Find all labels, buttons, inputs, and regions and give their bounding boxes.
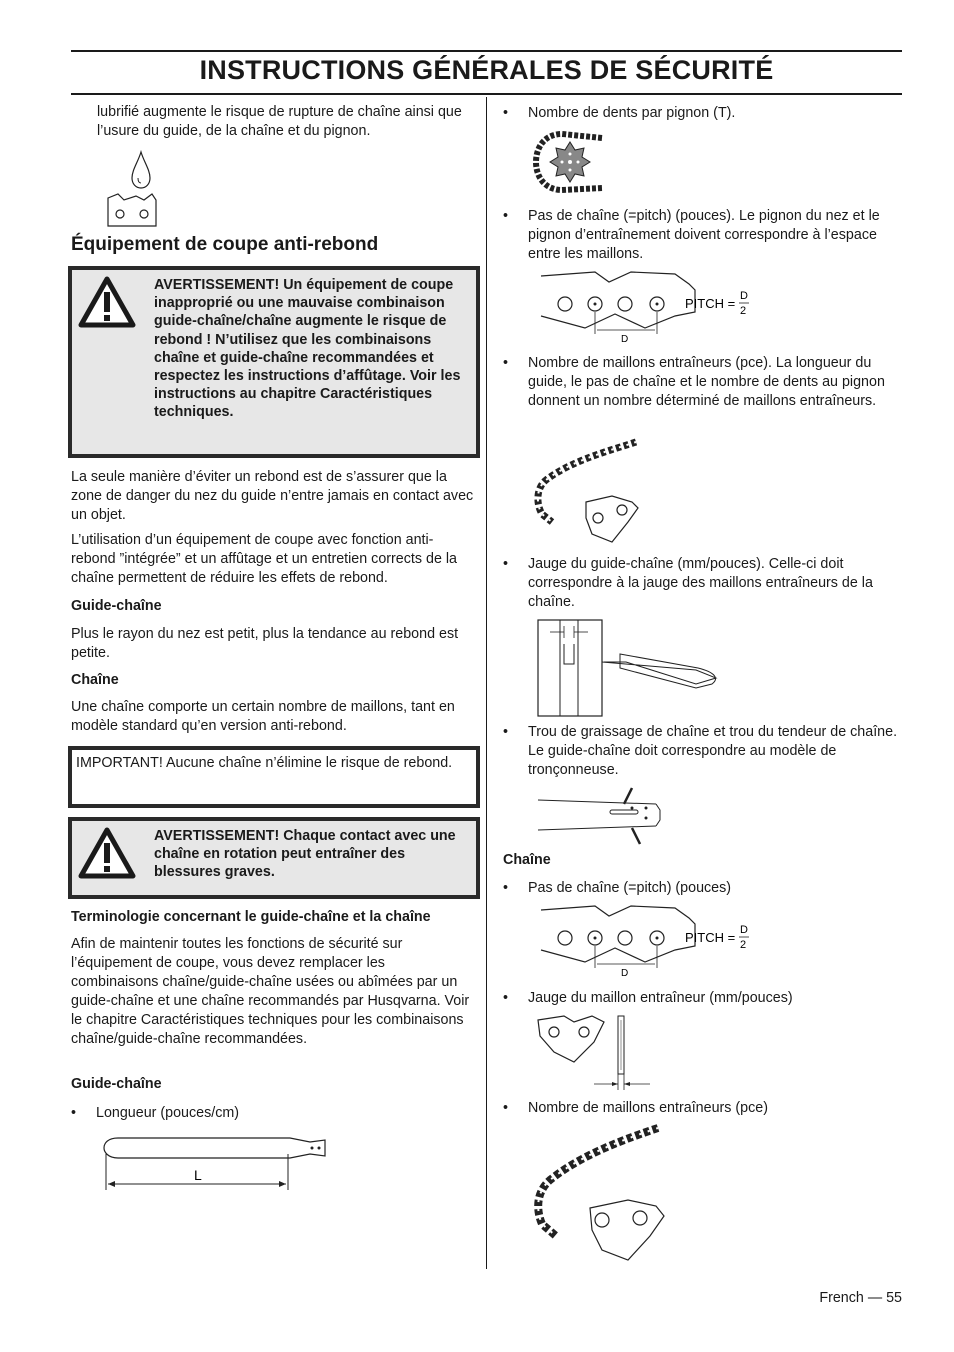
column-divider	[486, 97, 487, 1269]
warning-triangle-icon	[78, 827, 136, 879]
important-text: IMPORTANT! Aucune chaîne n’élimine le risque de rebond.	[76, 755, 453, 771]
pitch-figure-2	[535, 902, 757, 980]
heading-guide-chaine-2: Guide-chaîne	[71, 1076, 162, 1092]
warning-box-2	[68, 817, 480, 899]
drive-links-figure-2	[532, 1124, 668, 1266]
paragraph-1: La seule manière d’éviter un rebond est de s’assurer que la zone de danger du nez du guide n’entre jamais en contact avec un objet.	[71, 469, 474, 523]
header-rule-bottom	[71, 93, 902, 95]
page-title: INSTRUCTIONS GÉNÉRALES DE SÉCURITÉ	[199, 55, 774, 85]
sprocket-figure	[532, 128, 604, 198]
paragraph-4: Une chaîne comporte un certain nombre de maillons, tant en modèle standard qu’en version anti-rebond.	[71, 699, 455, 734]
figure-label-l: L	[194, 1167, 202, 1183]
oil-hole-figure	[536, 784, 666, 848]
warning-text-1: AVERTISSEMENT! Un équipement de coupe inapproprié ou une mauvaise combinaison guide-chaîne/chaîne augmente le risque de rebond ! N’utilisez que les combinaisons chaîne et guide-chaîne recommandées et respectez les instructions d’affûtage. Voir les instructions au chapitre Caractéristiques techniques.	[154, 277, 461, 421]
header-rule-top	[71, 50, 902, 52]
section-title: Équipement de coupe anti-rebond	[71, 234, 379, 255]
pitch-figure-1	[535, 268, 757, 346]
warning-box-1	[68, 266, 480, 458]
pitch-numerator: D	[740, 290, 748, 302]
pitch-denominator: 2	[740, 939, 747, 951]
link-gauge-figure	[534, 1012, 658, 1092]
bar-length-figure	[100, 1128, 332, 1192]
important-box	[68, 746, 480, 808]
pitch-numerator: D	[740, 924, 748, 936]
intro-text: lubrifié augmente le risque de rupture de chaîne ainsi que l’usure du guide, de la chaîne et du pignon.	[97, 104, 462, 139]
paragraph-2: L’utilisation d’un équipement de coupe avec fonction anti-rebond ”intégrée” et un affûtage et un entretien corrects de la chaîne permettent de réduire les effets de rebond.	[71, 532, 458, 586]
drive-links-figure-1	[532, 438, 652, 554]
heading-chaine-2: Chaîne	[503, 852, 551, 868]
figure-label-d: D	[621, 334, 629, 345]
pitch-label: PITCH =	[685, 930, 736, 945]
heading-terminology: Terminologie concernant le guide-chaîne et la chaîne	[71, 909, 431, 925]
heading-guide-chaine-1: Guide-chaîne	[71, 598, 162, 614]
paragraph-3: Plus le rayon du nez est petit, plus la tendance au rebond est petite.	[71, 626, 459, 661]
heading-chaine-1: Chaîne	[71, 672, 119, 688]
warning-triangle-icon	[78, 276, 136, 328]
bar-gauge-figure	[536, 618, 722, 718]
pitch-label: PITCH =	[685, 296, 736, 311]
figure-label-d: D	[621, 968, 629, 979]
warning-text-2: AVERTISSEMENT! Chaque contact avec une chaîne en rotation peut entraîner des blessures graves.	[154, 828, 456, 881]
paragraph-5: Afin de maintenir toutes les fonctions de sécurité sur l’équipement de coupe, vous devez remplacer les combinaisons chaîne/guide-chaîne usées ou abîmées par un guide-chaîne et une chaîne recommandés par Husqvarna. Voir le chapitre Caractéristiques techniques pour les combinaisons chaîne/guide-chaîne recommandées.	[71, 936, 470, 1047]
oil-chain-icon	[100, 148, 162, 232]
page-footer: French — 55	[819, 1290, 902, 1306]
pitch-denominator: 2	[740, 305, 747, 317]
